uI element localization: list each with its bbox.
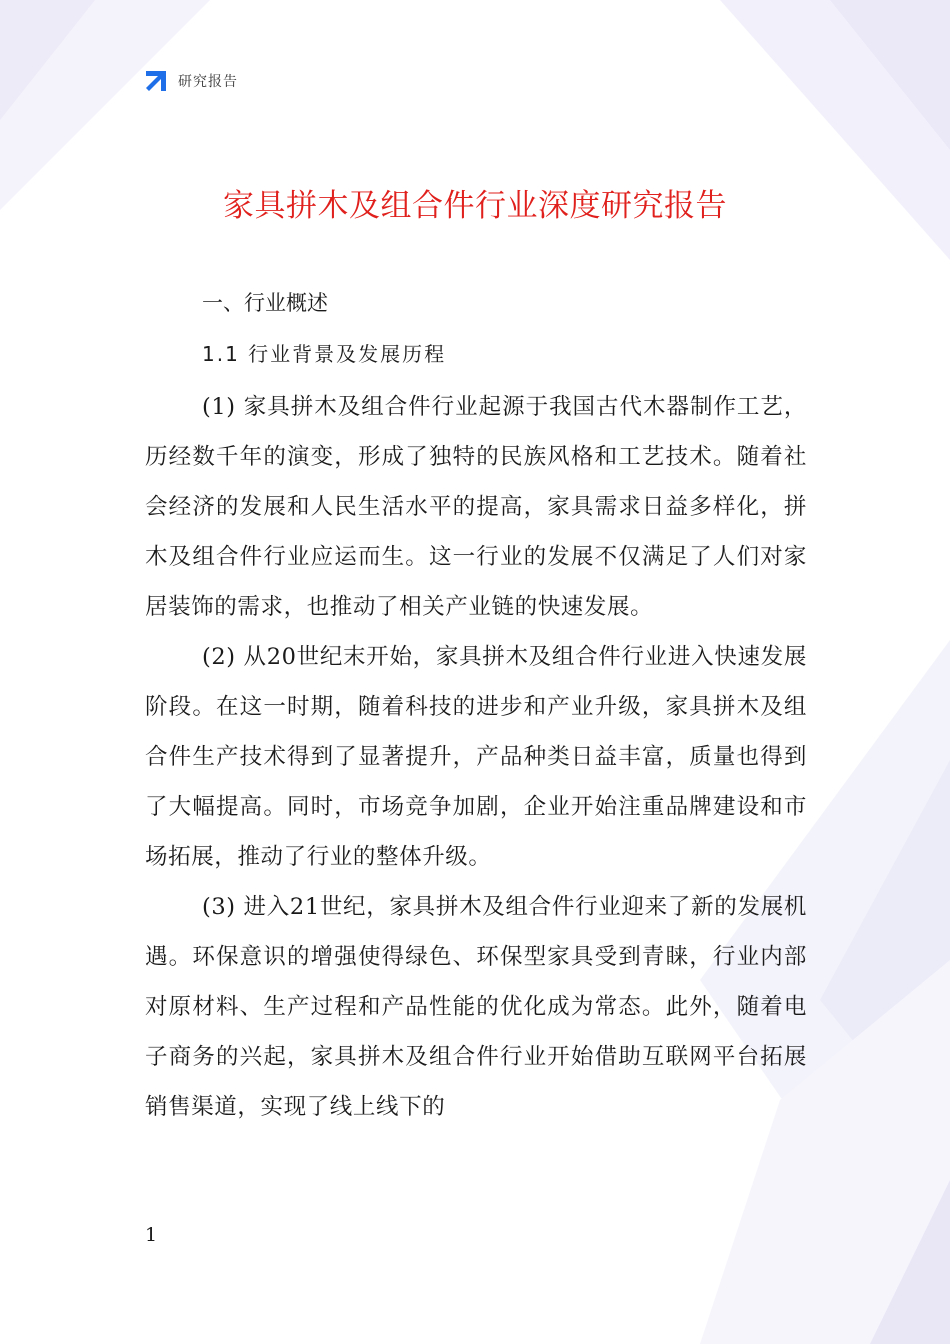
subsection-heading: 1.1 行业背景及发展历程 bbox=[202, 342, 447, 366]
paragraph-2: (2) 从20世纪末开始，家具拼木及组合件行业进入快速发展阶段。在这一时期，随着科技的进步和产业升级，家具拼木及组合件生产技术得到了显著提升，产品种类日益丰富，质量也得到了大幅提高。同时，市场竞争加剧，企业开始注重品牌建设和市场拓展，推动了行业的整体升级。 bbox=[145, 644, 807, 870]
paragraph-1: (1) 家具拼木及组合件行业起源于我国古代木器制作工艺，历经数千年的演变，形成了独特的民族风格和工艺技术。随着社会经济的发展和人民生活水平的提高，家具需求日益多样化，拼木及组合件行业应运而生。这一行业的发展不仅满足了人们对家居装饰的需求，也推动了相关产业链的快速发展。 bbox=[145, 394, 807, 620]
header-label: 研究报告 bbox=[178, 74, 238, 90]
page-number: 1 bbox=[145, 1224, 158, 1246]
section-heading: 一、行业概述 bbox=[202, 291, 328, 315]
paragraph-3: (3) 进入21世纪，家具拼木及组合件行业迎来了新的发展机遇。环保意识的增强使得绿色、环保型家具受到青睐，行业内部对原材料、生产过程和产品性能的优化成为常态。此外，随着电子商务的兴起，家具拼木及组合件行业开始借助互联网平台拓展销售渠道，实现了线上线下的 bbox=[145, 894, 807, 1120]
arrow-up-right-icon bbox=[143, 68, 169, 94]
document-body bbox=[145, 282, 807, 1132]
report-header bbox=[143, 68, 238, 94]
document-title: 家具拼木及组合件行业深度研究报告 bbox=[223, 188, 727, 224]
